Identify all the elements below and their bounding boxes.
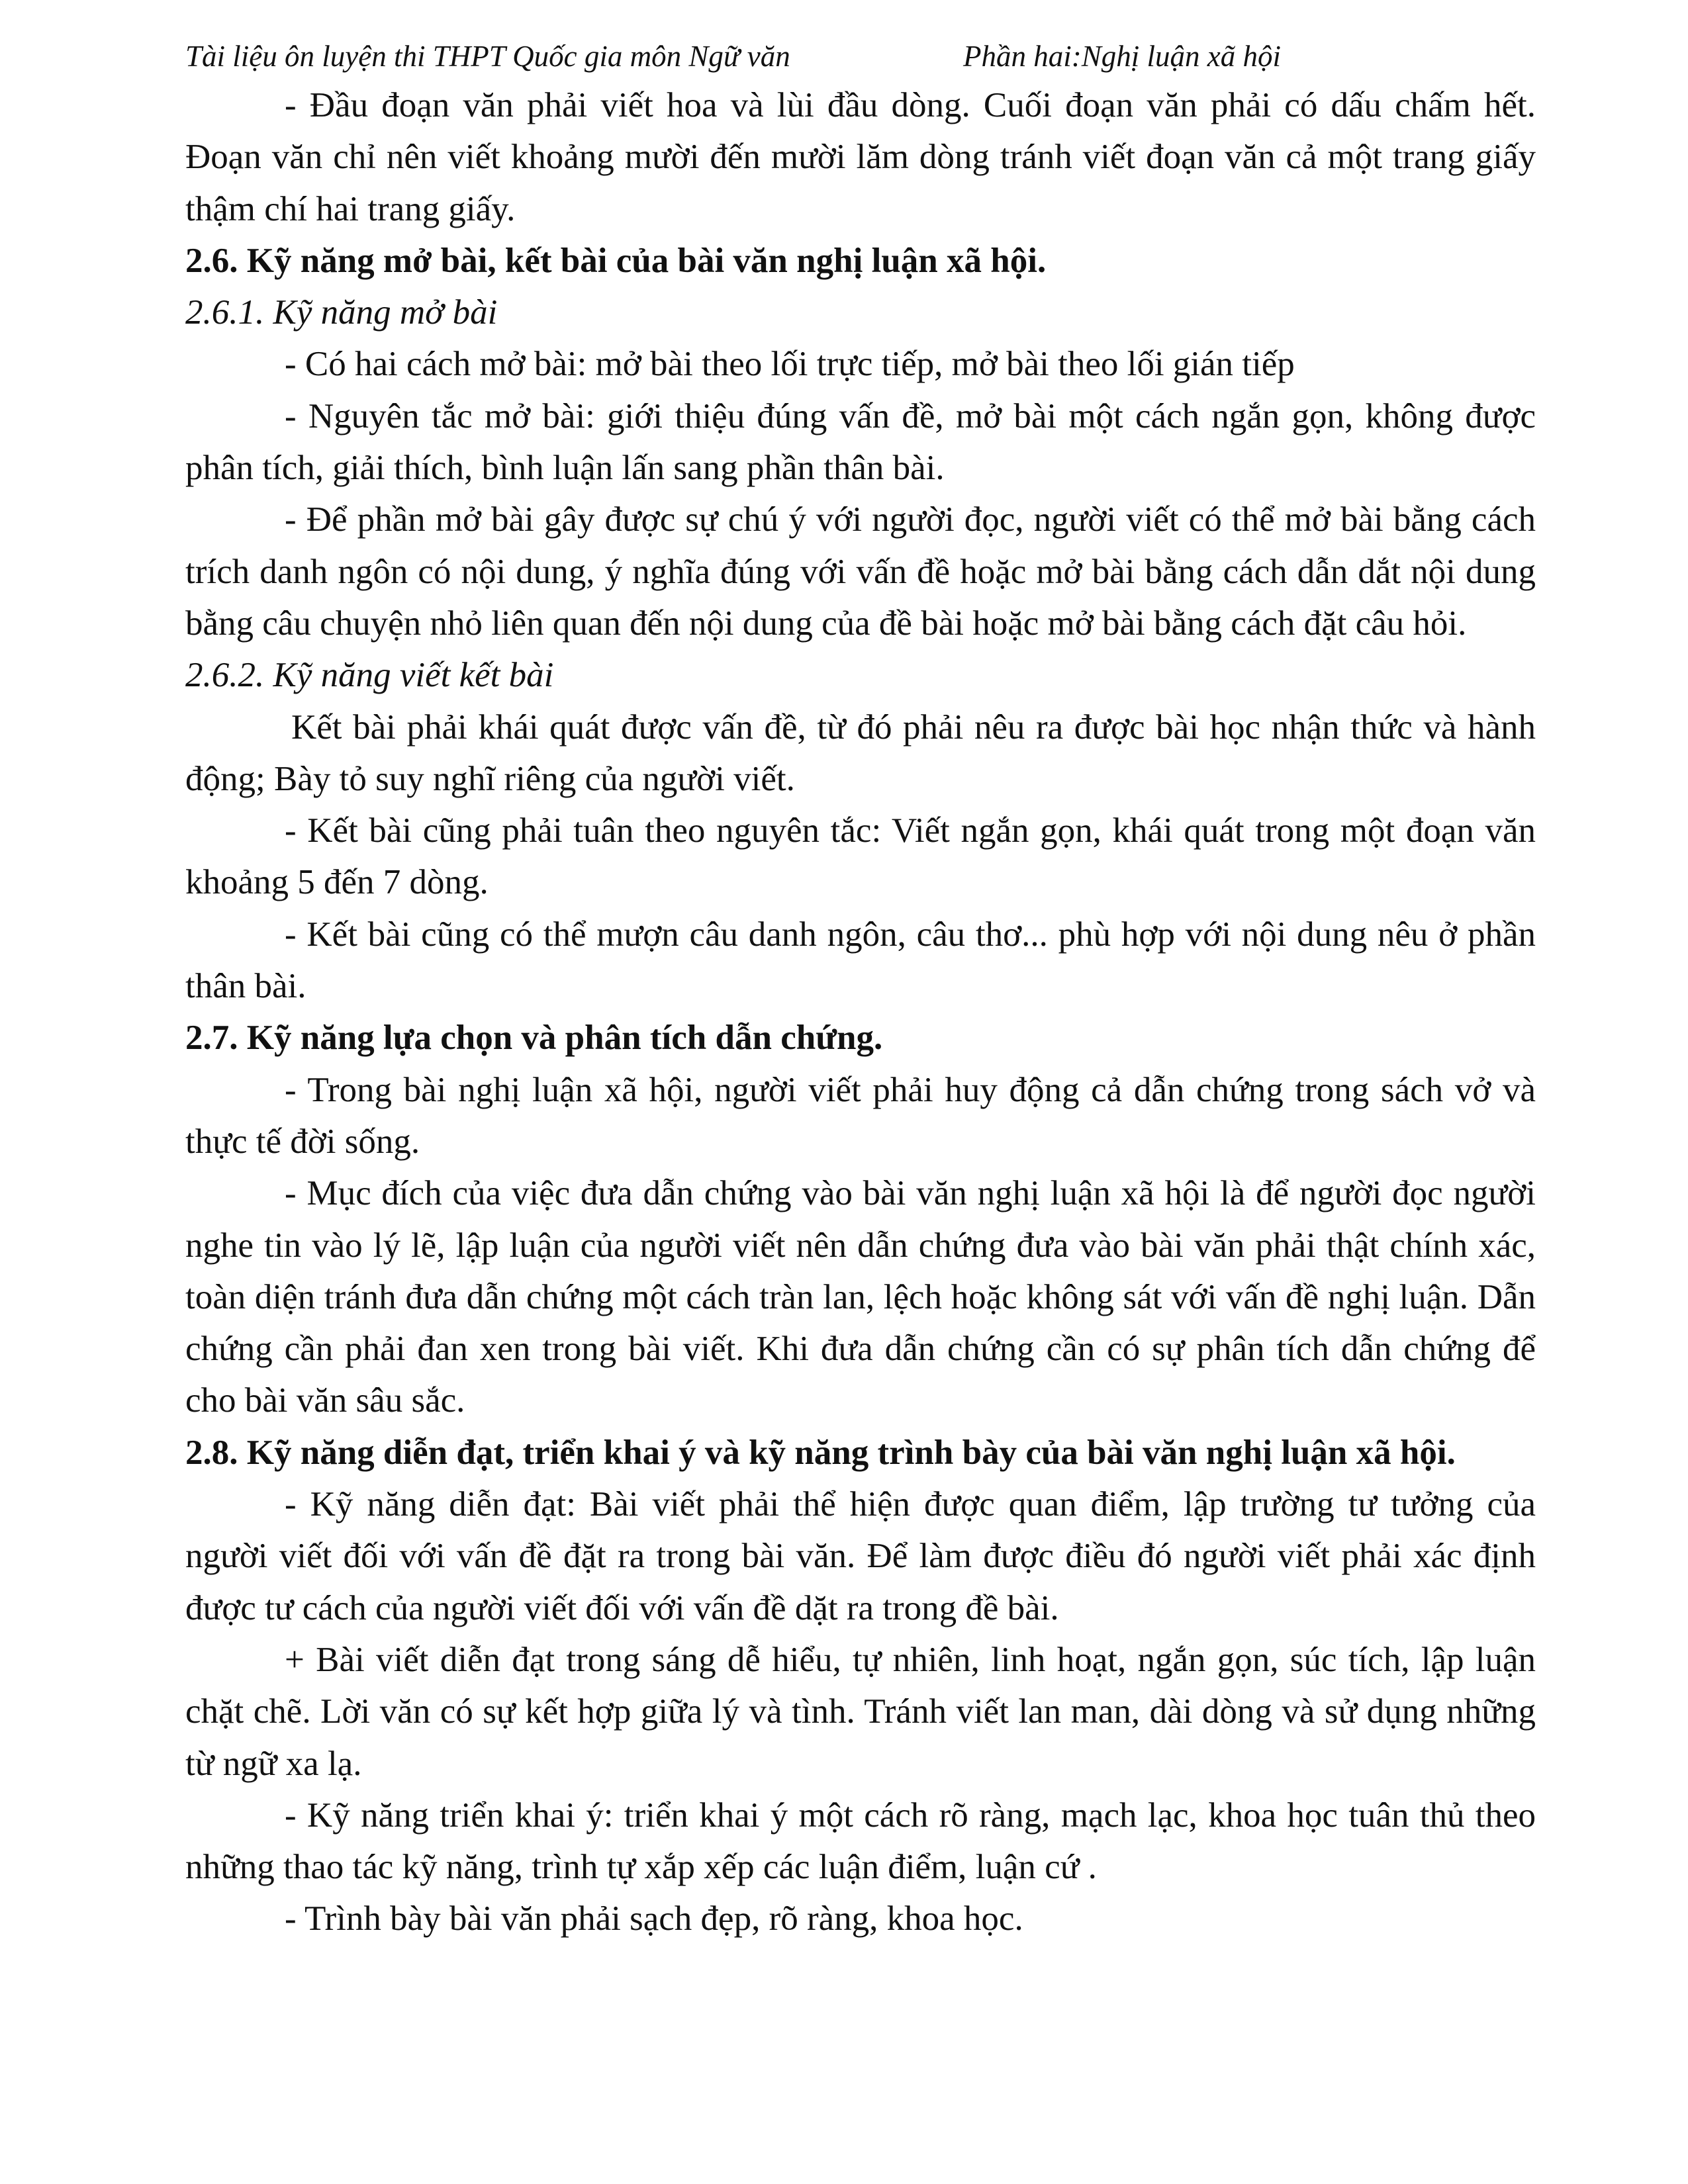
paragraph: - Mục đích của việc đưa dẫn chứng vào bài văn nghị luận xã hội là để người đọc người nghe tin vào lý lẽ, lập luận của người viết nên dẫn chứng đưa vào bài văn phải thật chính xác, toàn diện tránh đưa dẫn chứng một cách tràn lan, lệch hoặc không sát với vấn đề nghị luận. Dẫn chứng cần phải đan xen trong bài viết. Khi đưa dẫn chứng cần có sự phân tích dẫn chứng để cho bài văn sâu sắc.: [185, 1174, 1536, 1420]
paragraph: Kết bài phải khái quát được vấn đề, từ đó phải nêu ra được bài học nhận thức và hành động; Bày tỏ suy nghĩ riêng của người viết.: [185, 707, 1536, 798]
paragraph: - Kỹ năng diễn đạt: Bài viết phải thể hiện được quan điểm, lập trường tư tưởng của người viết đối với vấn đề đặt ra trong bài văn. Để làm được điều đó người viết phải xác định được tư cách của người viết đối với vấn đề dặt ra trong đề bài.: [185, 1485, 1536, 1627]
section-heading-2-6: 2.6. Kỹ năng mở bài, kết bài của bài văn nghị luận xã hội.: [185, 241, 1047, 280]
paragraph: - Kỹ năng triển khai ý: triển khai ý một cách rõ ràng, mạch lạc, khoa học tuân thủ theo những thao tác kỹ năng, trình tự xắp xếp các luận điểm, luận cứ .: [185, 1796, 1536, 1887]
running-header: [185, 36, 1536, 76]
paragraph: - Kết bài cũng có thể mượn câu danh ngôn, câu thơ... phù hợp với nội dung nêu ở phần thân bài.: [185, 915, 1536, 1006]
document-body: [185, 79, 1536, 1945]
document-page: [185, 36, 1536, 1945]
header-right: Phần hai:Nghị luận xã hội: [963, 40, 1281, 73]
section-heading-2-7: 2.7. Kỹ năng lựa chọn và phân tích dẫn chứng.: [185, 1019, 883, 1058]
paragraph: - Để phần mở bài gây được sự chú ý với người đọc, người viết có thể mở bài bằng cách trích danh ngôn có nội dung, ý nghĩa đúng với vấn đề hoặc mở bài bằng cách dẫn dắt nội dung bằng câu chuyện nhỏ liên quan đến nội dung của đề bài hoặc mở bài bằng cách đặt câu hỏi.: [185, 500, 1536, 643]
paragraph: - Nguyên tắc mở bài: giới thiệu đúng vấn đề, mở bài một cách ngắn gọn, không được phân tích, giải thích, bình luận lấn sang phần thân bài.: [185, 396, 1536, 488]
subsection-heading-2-6-1: 2.6.1. Kỹ năng mở bài: [185, 293, 498, 332]
subsection-heading-2-6-2: 2.6.2. Kỹ năng viết kết bài: [185, 656, 554, 695]
section-heading-2-8: 2.8. Kỹ năng diễn đạt, triển khai ý và kỹ năng trình bày của bài văn nghị luận xã hội.: [185, 1433, 1456, 1472]
paragraph: - Trong bài nghị luận xã hội, người viết phải huy động cả dẫn chứng trong sách vở và thực tế đời sống.: [185, 1070, 1536, 1161]
paragraph: + Bài viết diễn đạt trong sáng dễ hiểu, tự nhiên, linh hoạt, ngắn gọn, súc tích, lập luận chặt chẽ. Lời văn có sự kết hợp giữa lý và tình. Tránh viết lan man, dài dòng và sử dụng những từ ngữ xa lạ.: [185, 1640, 1536, 1783]
paragraph: - Kết bài cũng phải tuân theo nguyên tắc: Viết ngắn gọn, khái quát trong một đoạn văn khoảng 5 đến 7 dòng.: [185, 811, 1536, 902]
paragraph: - Có hai cách mở bài: mở bài theo lối trực tiếp, mở bài theo lối gián tiếp: [285, 345, 1295, 384]
paragraph: - Đầu đoạn văn phải viết hoa và lùi đầu dòng. Cuối đoạn văn phải có dấu chấm hết. Đoạn văn chỉ nên viết khoảng mười đến mười lăm dòng tránh viết đoạn văn cả một trang giấy thậm chí hai trang giấy.: [185, 86, 1536, 228]
paragraph: - Trình bày bài văn phải sạch đẹp, rõ ràng, khoa học.: [285, 1899, 1023, 1938]
header-left: Tài liệu ôn luyện thi THPT Quốc gia môn Ngữ văn: [185, 40, 790, 73]
